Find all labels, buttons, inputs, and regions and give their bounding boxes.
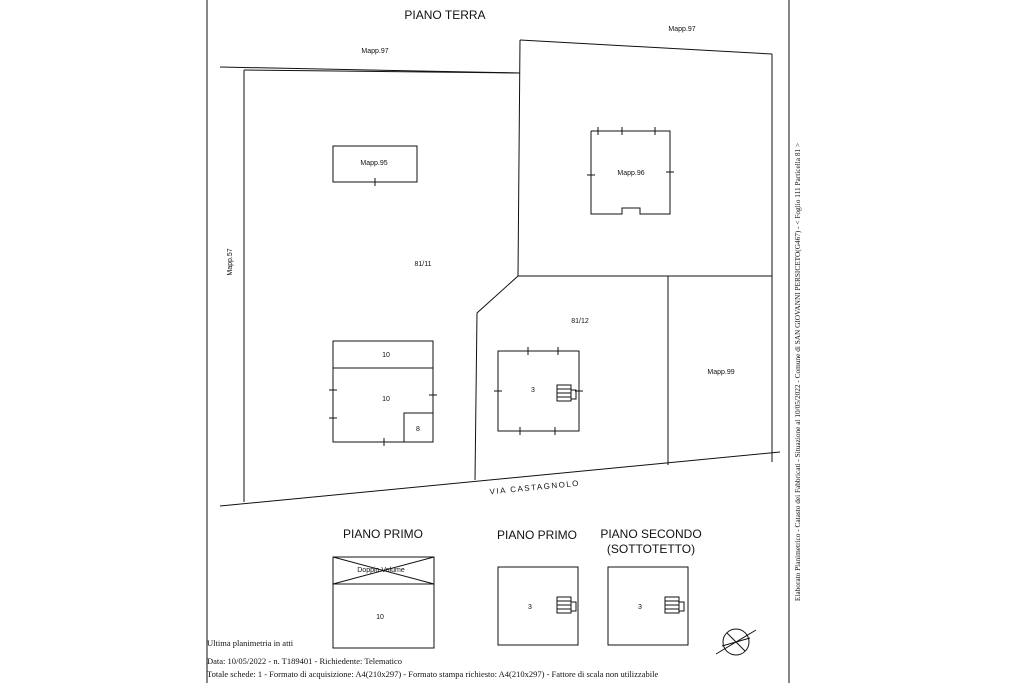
title-piano-secondo: PIANO SECONDO xyxy=(600,527,702,541)
footer-date-line: Data: 10/05/2022 - n. T189401 - Richiedente: Telematico xyxy=(207,656,403,666)
north-arrow-icon xyxy=(716,629,756,655)
label-mapp95: Mapp.95 xyxy=(360,160,388,167)
label-mapp97-right: Mapp.97 xyxy=(668,26,696,33)
room-label-doppio-volume: Doppio Volume xyxy=(357,567,405,574)
label-mapp97-left: Mapp.97 xyxy=(361,48,389,55)
side-caption: Elaborato Planimetrico - Catasto dei Fabbricati - Situazione al 10/05/2022 - Comune di SAN GIOVANNI PERSICETO(G467) - < Foglio 111 Particella 81 > xyxy=(793,142,802,602)
stairs-icon xyxy=(665,597,684,613)
label-mapp96: Mapp.96 xyxy=(617,170,645,177)
building-ground-3 xyxy=(498,351,579,431)
boundary-81-12-chamfer xyxy=(475,276,518,480)
room-label: 3 xyxy=(528,604,532,611)
room-label: 3 xyxy=(531,387,535,394)
footer-format-line: Totale schede: 1 - Formato di acquisizione: A4(210x297) - Formato stampa richiesto: A4(210x297) - Fattore di scala non utilizzabile xyxy=(207,669,659,679)
room-label: 3 xyxy=(638,604,642,611)
title-sottotetto: (SOTTOTETTO) xyxy=(606,542,696,556)
title-piano-primo-a: PIANO PRIMO xyxy=(342,527,424,541)
room-label: 10 xyxy=(382,352,390,359)
room-label: 10 xyxy=(376,614,384,621)
room-label: 10 xyxy=(382,396,390,403)
label-mapp99: Mapp.99 xyxy=(707,369,735,376)
footer-last-plan: Ultima planimetria in atti xyxy=(207,638,294,648)
stairs-icon xyxy=(557,385,576,401)
room-label: 8 xyxy=(416,426,420,433)
boundary-right-top xyxy=(520,40,772,54)
boundary-mid-vertical xyxy=(518,40,520,276)
street-name: VIA CASTAGNOLO xyxy=(489,478,581,497)
street-edge xyxy=(220,452,780,506)
label-81-12: 81/12 xyxy=(571,318,589,325)
label-81-11: 81/11 xyxy=(414,261,432,268)
building-first-floor-b xyxy=(498,567,578,645)
building-second-floor xyxy=(608,567,688,645)
label-mapp57: Mapp.57 xyxy=(227,248,234,276)
title-piano-primo-b: PIANO PRIMO xyxy=(496,528,578,542)
stairs-icon xyxy=(557,597,576,613)
title-piano-terra: PIANO TERRA xyxy=(404,8,486,22)
